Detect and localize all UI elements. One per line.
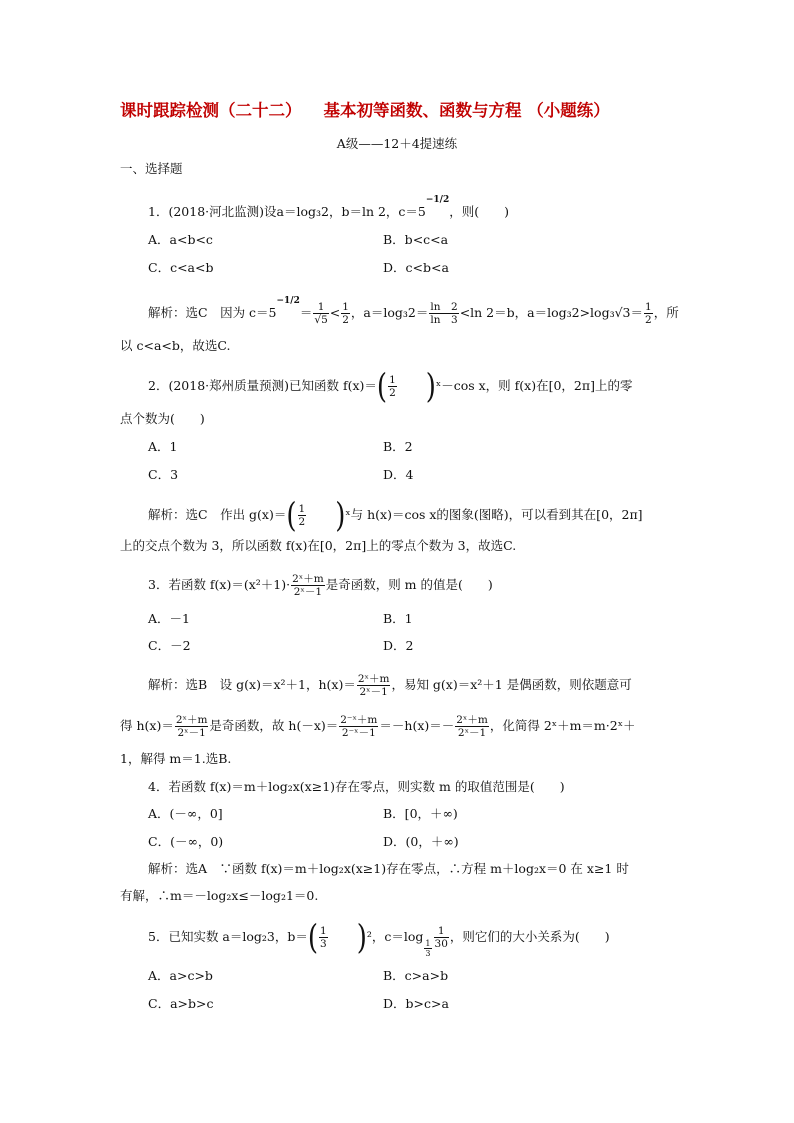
fraction: $\frac{1}{3}$ (320, 925, 327, 950)
q1-stem: 1．(2018·河北监测)设a＝log₃2，b＝ln 2，$c=5^{-1/2}$，则( ) (148, 194, 509, 219)
q1-option-c: C．c<a<b (148, 260, 214, 275)
title-right: 基本初等函数、函数与方程 （小题练） (323, 101, 610, 120)
q3-option-a: A．－1 (148, 611, 190, 626)
fraction: $\frac{1}{2}$ (298, 503, 306, 528)
q5-option-b: B．c>a>b (383, 968, 449, 983)
q4-option-d: D．(0，＋∞) (383, 834, 459, 849)
q3-option-c: C．－2 (148, 638, 191, 653)
q3-stem: 3．若函数 f(x)＝(x²＋1)· $\frac{\text{2ˣ＋m}}{\text{2ˣ－1}}$ 是奇函数，则 m 的值是( ) (148, 573, 493, 598)
fraction: $\frac{1}{2}$ (342, 301, 349, 326)
fraction: $\frac{1}{2}$ (645, 301, 652, 326)
q2-option-c: C．3 (148, 467, 179, 482)
q3-solution-line2: 得 h(x)＝ $\frac{\text{2ˣ＋m}}{\text{2ˣ－1}}$ 是奇函数，故 h(－x)＝ $\frac{\text{2⁻ˣ＋m}}{\text{2⁻ˣ－1}}$ ＝－h(x)＝－ $\frac{\text{2ˣ＋m}}{\text{2ˣ－1}}$ ，化简得 2ˣ＋m＝m·2ˣ＋ (120, 714, 636, 739)
q4-option-a: A．(－∞，0] (148, 806, 223, 821)
q3-option-d: D．2 (383, 638, 414, 653)
q4-solution-line1: 解析：选A ∵函数 f(x)＝m＋log₂x(x≥1)存在零点，∴方程 m＋log₂x＝0 在 x≥1 时 (148, 861, 629, 876)
q2-option-b: B．2 (383, 439, 413, 454)
q2-solution-line2: 上的交点个数为 3，所以函数 f(x)在[0，2π]上的零点个数为 3，故选C. (120, 538, 517, 553)
fraction: $\frac{\text{2ˣ＋m}}{\text{2ˣ－1}}$ (456, 714, 488, 739)
fraction: $\frac{1}{30}$ (434, 925, 448, 950)
fraction: $\frac{\text{2⁻ˣ＋m}}{\text{2⁻ˣ－1}}$ (340, 714, 378, 739)
fraction: $\frac{\text{2ˣ＋m}}{\text{2ˣ－1}}$ (292, 573, 324, 598)
q2-stem-line1: 2．(2018·郑州质量预测)已知函数 f(x)＝( $\frac{1}{2}$ )ˣ－cos x，则 f(x)在[0，2π]上的零 (148, 367, 633, 406)
fraction: $\frac{\text{2ˣ＋m}}{\text{2ˣ－1}}$ (357, 673, 390, 698)
title-left: 课时跟踪检测（二十二） (120, 101, 302, 120)
q5-option-a: A．a>c>b (148, 968, 213, 983)
q5-option-d: D．b>c>a (383, 996, 449, 1011)
q3-option-b: B．1 (383, 611, 413, 626)
q1-option-b: B．b<c<a (383, 232, 449, 247)
q5-stem: 5．已知实数 a＝log₂3，b＝( $\frac{1}{3}$ )²，c＝log $_{\frac{1}{3}}$ $\frac{1}{30}$ ，则它们的大小关系为( ) (148, 918, 610, 958)
q2-stem-line2: 点个数为( ) (120, 411, 205, 426)
q5-option-c: C．a>b>c (148, 996, 214, 1011)
q1-option-d: D．c<b<a (383, 260, 449, 275)
q1-solution-line1: 解析：选C 因为 $c=5^{-1/2}=$ $\frac{1}{√5}$ < $\frac{1}{2}$ ，a＝log₃2＝ $\frac{\ln 2}{\ln 3}$ <ln 2＝b，a＝log₃2>log₃√3＝ $\frac{1}{2}$ ，所 (148, 295, 679, 326)
fraction: $\frac{1}{2}$ (389, 374, 396, 399)
q3-solution-line1: 解析：选B 设 g(x)＝x²＋1，h(x)＝ $\frac{\text{2ˣ＋m}}{\text{2ˣ－1}}$ ，易知 g(x)＝x²＋1 是偶函数，则依题意可 (148, 673, 632, 698)
fraction: $\frac{\ln 2}{\ln 3}$ (430, 301, 458, 326)
q4-stem: 4．若函数 f(x)＝m＋log₂x(x≥1)存在零点，则实数 m 的取值范围是( ) (148, 779, 565, 794)
section-heading: 一、选择题 (120, 161, 183, 176)
q4-option-b: B．[0，＋∞) (383, 806, 458, 821)
page-title (120, 97, 760, 121)
q2-option-a: A．1 (148, 439, 178, 454)
fraction: $\frac{\text{2ˣ＋m}}{\text{2ˣ－1}}$ (175, 714, 208, 739)
subtitle: A级——12＋4提速练 (336, 136, 458, 151)
fraction: $\frac{1}{√5}$ (314, 301, 328, 326)
q2-option-d: D．4 (383, 467, 414, 482)
q4-option-c: C．(－∞，0) (148, 834, 224, 849)
q2-solution-line1: 解析：选C 作出 g(x)＝( $\frac{1}{2}$ )ˣ与 h(x)＝cos x的图象(图略)，可以看到其在[0，2π] (148, 496, 643, 535)
fraction: 1 3 (425, 938, 431, 958)
q1-solution-line2: 以 c<a<b，故选C. (120, 338, 231, 353)
q1-option-a: A．a<b<c (148, 232, 213, 247)
q3-solution-line3: 1，解得 m＝1.选B. (120, 751, 232, 766)
q4-solution-line2: 有解，∴m＝－log₂x≤－log₂1＝0. (120, 888, 319, 903)
